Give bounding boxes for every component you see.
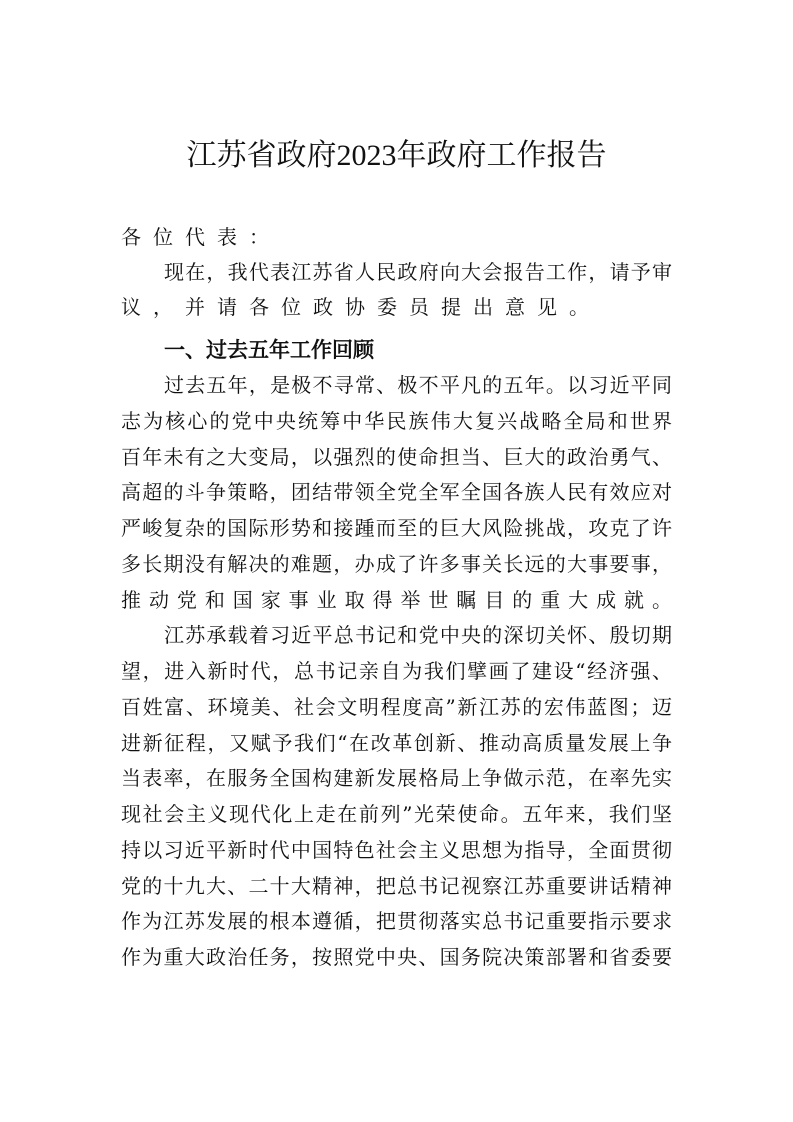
paragraph-line: 当表率，在服务全国构建新发展格局上争做示范，在率先实 (121, 766, 672, 791)
paragraph-line: 高超的斗争策略，团结带领全党全军全国各族人民有效应对 (121, 480, 672, 505)
paragraph-line: 望，进入新时代，总书记亲自为我们擘画了建设“经济强、 (121, 659, 672, 683)
paragraph-line: 过去五年，是极不寻常、极不平凡的五年。以习近平同 (164, 373, 672, 397)
paragraph-line: 志为核心的党中央统筹中华民族伟大复兴战略全局和世界 (121, 408, 672, 433)
paragraph-line: 现社会主义现代化上走在前列”光荣使命。五年来，我们坚 (121, 802, 672, 826)
paragraph-line: 进新征程，又赋予我们“在改革创新、推动高质量发展上争 (121, 730, 672, 755)
paragraph-line: 百年未有之大变局，以强烈的使命担当、巨大的政治勇气、 (121, 444, 672, 469)
intro-line: 现在，我代表江苏省人民政府向大会报告工作，请予审 (164, 260, 672, 284)
paragraph-line: 党的十九大、二十大精神，把总书记视察江苏重要讲话精神 (121, 873, 672, 898)
section-heading: 一、过去五年工作回顾 (164, 338, 374, 362)
document-title: 江苏省政府2023年政府工作报告 (186, 139, 607, 172)
salutation: 各位代表： (121, 225, 281, 249)
paragraph-line: 严峻复杂的国际形势和接踵而至的巨大风险挑战，攻克了许 (121, 516, 672, 540)
paragraph-line: 百姓富、环境美、社会文明程度高”新江苏的宏伟蓝图；迈 (121, 694, 672, 719)
paragraph-line: 作为江苏发展的根本遵循，把贯彻落实总书记重要指示要求 (121, 909, 672, 934)
paragraph-line: 江苏承载着习近平总书记和党中央的深切关怀、殷切期 (164, 623, 672, 648)
paragraph-line: 持以习近平新时代中国特色社会主义思想为指导，全面贯彻 (121, 837, 672, 862)
paragraph-line: 多长期没有解决的难题，办成了许多事关长远的大事要事， (121, 551, 672, 576)
paragraph-line: 推动党和国家事业取得举世瞩目的重大成就。 (121, 587, 672, 612)
paragraph-line: 作为重大政治任务，按照党中央、国务院决策部署和省委要 (121, 945, 672, 969)
intro-line: 议，并请各位政协委员提出意见。 (121, 295, 601, 319)
